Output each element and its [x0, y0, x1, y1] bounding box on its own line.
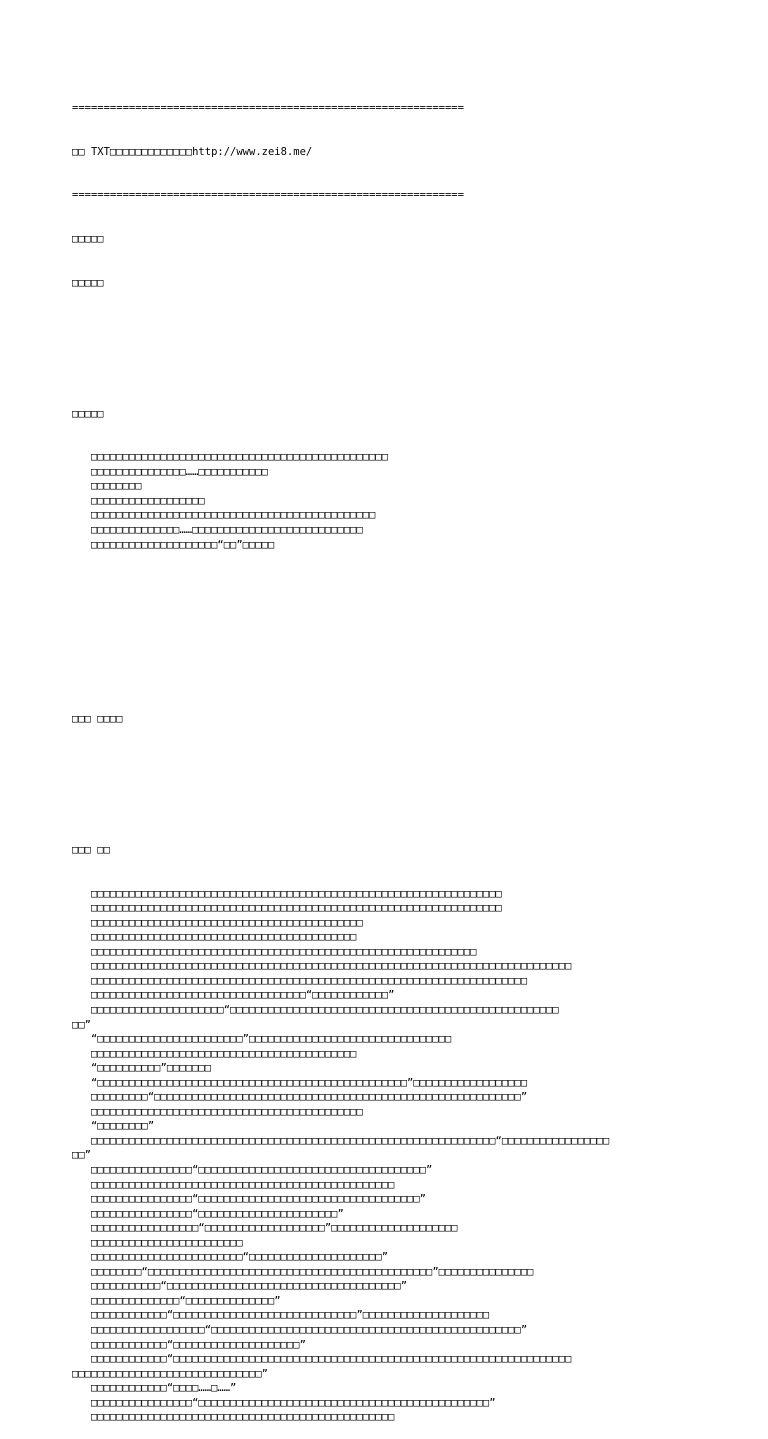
text-line: □□□□□□□□□□□□□□□□“□□□□□□□□□□□□□□□□□□□□□□□□□□□□□□□□□□□”	[72, 1193, 427, 1206]
text-line: □□□□□□□□□□□□“□□□□□□□□□□□□□□□□□□□□”	[72, 1338, 306, 1351]
text-line: □□□□□□□□□□□□□□……□□□□□□□□□□□□□□□□□□□□□□□□□□□	[72, 523, 363, 536]
text-line: □□□□□□□□□□□□□□□□□□□□□□□□□□□□□□□□□□□□□□□□□□	[72, 1047, 357, 1060]
text-line: □□□□□□□□□□□□□□□□□□	[72, 494, 205, 507]
blank-line	[72, 363, 712, 378]
text-line: □□”	[72, 1018, 91, 1031]
intro-heading: □□□□□	[72, 407, 104, 420]
text-line: □□□□□□□□□□□□□□□□□□□□□□□□□□□□□□”	[72, 1367, 268, 1380]
separator-rule: ==============================================================	[72, 189, 464, 202]
blank-line	[72, 668, 712, 683]
text-line: □□□□□□□□□□□□“□□□□□□□□□□□□□□□□□□□□□□□□□□□□□□□□□□□□□□□□□□□□□□□□□□□□□□□□□□□□□□□	[72, 1353, 572, 1366]
text-line: “□□□□□□□□□□”□□□□□□□	[72, 1062, 212, 1075]
source-line: □□ TXT□□□□□□□□□□□□□http://www.zei8.me/	[72, 145, 313, 158]
blank-line	[72, 756, 712, 771]
header-text-line: □□□□□	[72, 233, 104, 246]
text-line: □□□□□□□□□□□□□□□□□□□□□□□□“□□□□□□□□□□□□□□□□□□□□□”	[72, 1251, 389, 1264]
text-line: □□□□□□□□□□□□□□□□□□□□□□□□□□□□□□□□□□□□□□□□□□□□□□□□	[72, 1411, 395, 1424]
text-line: □□□□□□□□□□□□□□□□□□□□□□□□□□□□□□□□□□□□□□□□□□□□□□□□□□□□□□□□□□□□□□□□□	[72, 887, 502, 900]
text-line: □□□□□□□□□□□□□□□□□□□□□□□□□□□□□□□□□□□□□□□□□□□□□□□	[72, 451, 389, 464]
text-line: □□□□□□□□□□□□□□□□“□□□□□□□□□□□□□□□□□□□□□□□□□□□□□□□□□□□□□□□□□□□□□□”	[72, 1396, 496, 1409]
text-line: □□□□□□□□	[72, 480, 142, 493]
text-line: □□□□□□□□□□□□□□□……□□□□□□□□□□□	[72, 465, 268, 478]
text-line: □□□□□□□□□□□□□□□□□□□□□□□□□□□□□□□□□□□□□□□□□□□	[72, 1105, 363, 1118]
text-line: □□□□□□□□□□□□□□□□□□□□□□□□□□□□□□□□□□□□□□□□□□□□□□□□□□□□□□□□□□□□□□□□□	[72, 902, 502, 915]
text-line: “□□□□□□□□□□□□□□□□□□□□□□□□□□□□□□□□□□□□□□□□□□□□□□□□□”□□□□□□□□□□□□□□□□□□	[72, 1076, 528, 1089]
text-line: “□□□□□□□□□□□□□□□□□□□□□□□”□□□□□□□□□□□□□□□□□□□□□□□□□□□□□□□□	[72, 1033, 452, 1046]
text-line: □□□□□□□□□□□□□□□□□□□□□□□□□□□□□□□□□□“□□□□□□□□□□□□”	[72, 989, 395, 1002]
chapter-heading: □□□ □□	[72, 843, 110, 856]
text-line: □□□□□□□□□□□□□□□□□□“□□□□□□□□□□□□□□□□□□□□□□□□□□□□□□□□□□□□□□□□□□□□□□□□□”	[72, 1324, 528, 1337]
text-line: □□□□□□□□□□□□□□□□□□□□□□□□□□□□□□□□□□□□□□□□□□□□□□□□□□□□□□□□□□□□□	[72, 945, 477, 958]
text-line: □□□□□□□□□□□□□□□□□□□□□□□□□□□□□□□□□□□□□□□□□□□	[72, 916, 363, 929]
text-line: □□□□□□□□□□□□“□□□□□□□□□□□□□□□□□□□□□□□□□□□□□”□□□□□□□□□□□□□□□□□□□□	[72, 1309, 490, 1322]
text-line: □□□□□□□□□□□□□□□□□□□□“□□”□□□□□	[72, 538, 275, 551]
text-line: “□□□□□□□□”	[72, 1120, 155, 1133]
text-line: □□”	[72, 1149, 91, 1162]
chapter-body	[72, 887, 712, 1425]
separator-rule: ==============================================================	[72, 102, 464, 115]
text-line: □□□□□□□□□□□□□□□□□□□□□□□□□□□□□□□□□□□□□□□□□□□□□□□□□□□□□□□□□□□□□□□□□□□□□	[72, 974, 528, 987]
text-line: □□□□□□□□□□□“□□□□□□□□□□□□□□□□□□□□□□□□□□□□□□□□□□□□□”	[72, 1280, 408, 1293]
document-page	[72, 72, 712, 1439]
text-line: □□□□□□□□□□□□“□□□□……□……”	[72, 1382, 237, 1395]
text-line: □□□□□□□□“□□□□□□□□□□□□□□□□□□□□□□□□□□□□□□□□□□□□□□□□□□□□□”□□□□□□□□□□□□□□□	[72, 1265, 534, 1278]
blank-line	[72, 625, 712, 640]
text-line: □□□□□□□□□□□□□□□□□“□□□□□□□□□□□□□□□□□□□”□□□□□□□□□□□□□□□□□□□□	[72, 1222, 458, 1235]
blank-line	[72, 319, 712, 334]
text-line: □□□□□□□□□“□□□□□□□□□□□□□□□□□□□□□□□□□□□□□□□□□□□□□□□□□□□□□□□□□□□□□□□□□□”	[72, 1091, 528, 1104]
text-line: □□□□□□□□□□□□□□□□□□□□□□□□□□□□□□□□□□□□□□□□□□□□□□□□	[72, 1178, 395, 1191]
text-line: □□□□□□□□□□□□□□□□□□□□□□□□□□□□□□□□□□□□□□□□□□	[72, 931, 357, 944]
blank-line	[72, 581, 712, 596]
text-line: □□□□□□□□□□□□□□“□□□□□□□□□□□□□□”	[72, 1294, 281, 1307]
intro-body	[72, 450, 712, 552]
text-line: □□□□□□□□□□□□□□□□“□□□□□□□□□□□□□□□□□□□□□□”	[72, 1207, 344, 1220]
text-line: □□□□□□□□□□□□□□□□□□□□□□□□□□□□□□□□□□□□□□□□□□□□□□□□□□□□□□□□□□□□□□□□□□□□□□□□□□□□	[72, 960, 572, 973]
text-line: □□□□□□□□□□□□□□□□“□□□□□□□□□□□□□□□□□□□□□□□□□□□□□□□□□□□□”	[72, 1164, 433, 1177]
blank-line	[72, 799, 712, 814]
header-text-line: □□□□□	[72, 276, 104, 289]
text-line: □□□□□□□□□□□□□□□□□□□□□“□□□□□□□□□□□□□□□□□□□□□□□□□□□□□□□□□□□□□□□□□□□□□□□□□□□□	[72, 1004, 559, 1016]
text-line: □□□□□□□□□□□□□□□□□□□□□□□□	[72, 1236, 243, 1249]
part-title: □□□ □□□□	[72, 713, 123, 726]
text-line: □□□□□□□□□□□□□□□□□□□□□□□□□□□□□□□□□□□□□□□□□□□□□	[72, 509, 376, 522]
text-line: □□□□□□□□□□□□□□□□□□□□□□□□□□□□□□□□□□□□□□□□□□□□□□□□□□□□□□□□□□□□□□□□“□□□□□□□□□□□□□□□□□	[72, 1134, 610, 1147]
